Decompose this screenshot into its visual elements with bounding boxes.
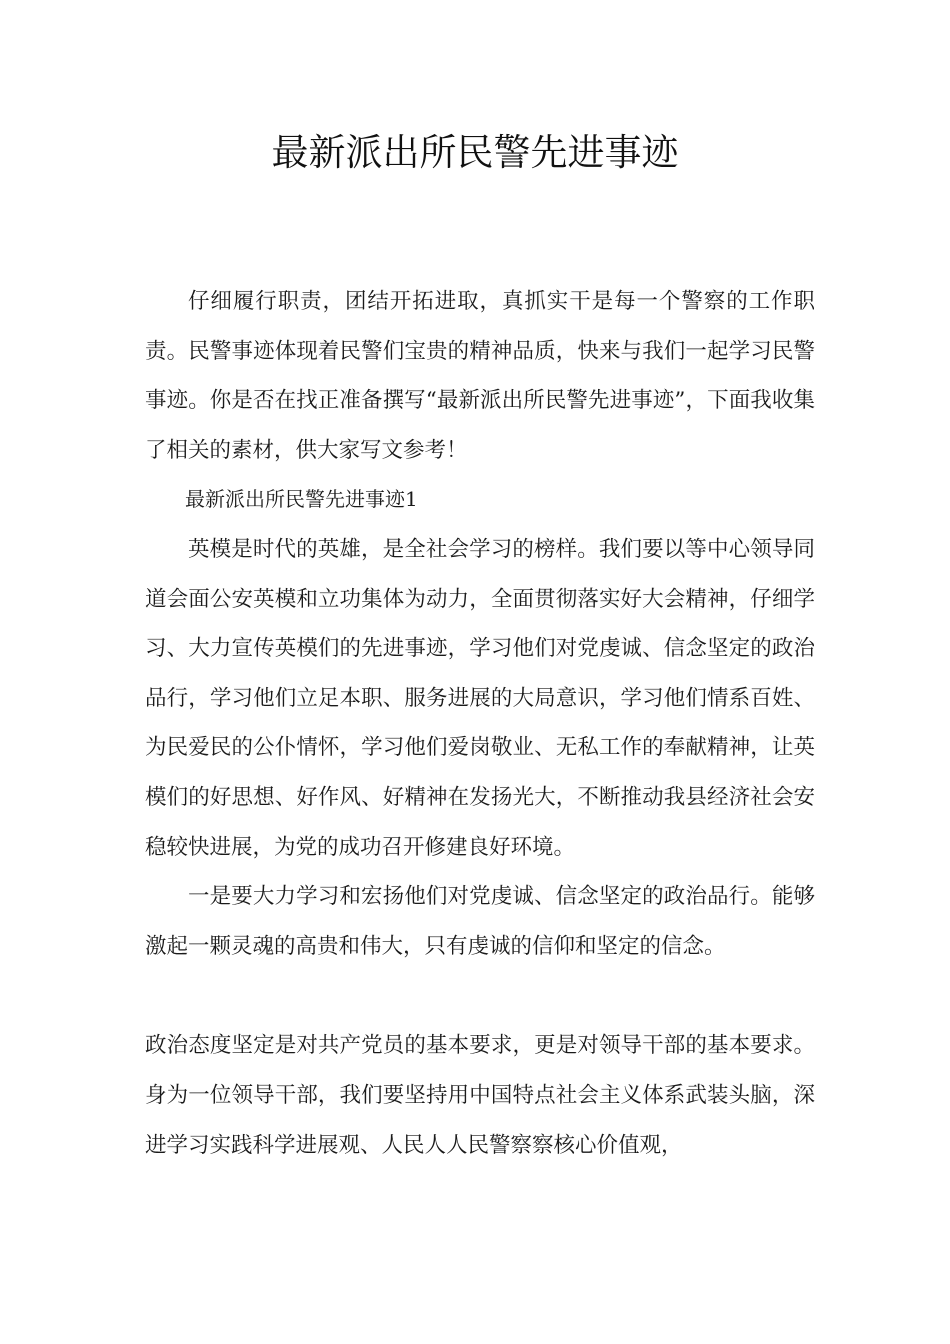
body-paragraph-2: 一是要大力学习和宏扬他们对党虔诚、信念坚定的政治品行。能够激起一颗灵魂的高贵和伟大，只有虔诚的信仰和坚定的信念。 xyxy=(145,884,815,959)
document-title: 最新派出所民警先进事迹 xyxy=(271,131,679,174)
body-paragraph-3: 政治态度坚定是对共产党员的基本要求，更是对领导干部的基本要求。身为一位领导干部，我们要坚持用中国特点社会主义体系武装头脑，深进学习实践科学进展观、人民人人民警察察核心价值观， xyxy=(145,1033,815,1158)
intro-paragraph: 仔细履行职责，团结开拓进取，真抓实干是每一个警察的工作职责。民警事迹体现着民警们宝贵的精神品质，快来与我们一起学习民警事迹。你是否在找正准备撰写“最新派出所民警先进事迹”，下面我收集了相关的素材，供大家写文参考！ xyxy=(145,289,815,463)
body-paragraph-1: 英模是时代的英雄，是全社会学习的榜样。我们要以等中心领导同道会面公安英模和立功集体为动力，全面贯彻落实好大会精神，仔细学习、大力宣传英模们的先进事迹，学习他们对党虔诚、信念坚定的政治品行，学习他们立足本职、服务进展的大局意识，学习他们情系百姓、为民爱民的公仆情怀，学习他们爱岗敬业、无私工作的奉献精神，让英模们的好思想、好作风、好精神在发扬光大，不断推动我县经济社会安稳较快进展，为党的成功召开修建良好环境。 xyxy=(145,536,815,860)
section-heading: 最新派出所民警先进事迹1 xyxy=(185,487,418,512)
document-body xyxy=(145,277,815,1170)
